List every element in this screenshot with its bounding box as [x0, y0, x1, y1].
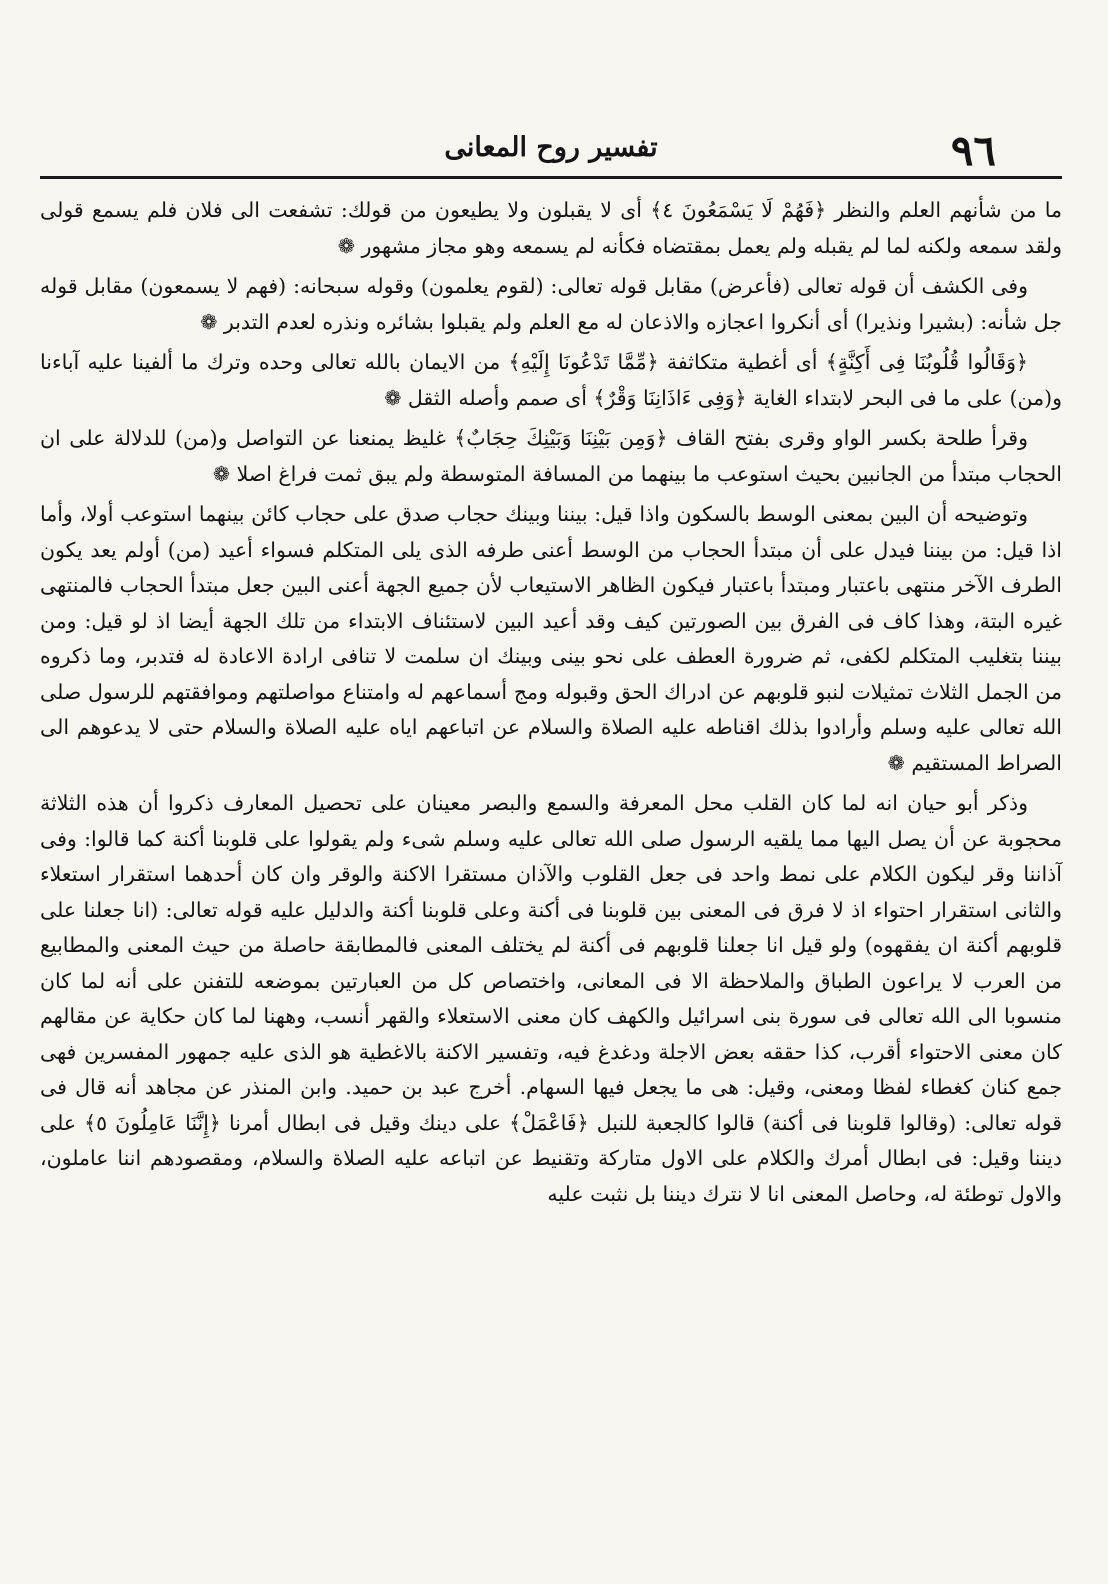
paragraph: ﴿وَقَالُوا قُلُوبُنَا فِى أَكِنَّةٍ﴾ أى أغطية متكاثفة ﴿مِّمَّا تَدْعُونَا إِلَيْهِ﴾ من الايمان بالله تعالى وحده وترك ما ألفينا عليه آباءنا و(من) على ما فى البحر لابتداء الغاية ﴿وَفِى ءَاذَانِنَا وَقْرٌ﴾ أى صمم وأصله الثقل ❁	[40, 350, 1062, 410]
page-header	[40, 118, 1062, 179]
running-title: تفسير روح المعانى	[444, 132, 658, 163]
paragraph: وفى الكشف أن قوله تعالى (فأعرض) مقابل قوله تعالى: (لقوم يعلمون) وقوله سبحانه: (فهم لا يسمعون) مقابل قوله جل شأنه: (بشيرا ونذيرا) أى أنكروا اعجازه والاذعان له مع العلم ولم يقبلوا بشائره ونذره لعدم التدبر ❁	[40, 274, 1062, 334]
page-number: ٩٦	[950, 126, 996, 175]
paragraph: ما من شأنهم العلم والنظر ﴿فَهُمْ لَا يَسْمَعُونَ ٤﴾ أى لا يقبلون ولا يطيعون من قولك: تشفعت الى فلان فلم يسمع قولى ولقد سمعه ولكنه لما لم يقبله ولم يعمل بمقتضاه فكأنه لم يسمعه وهو مجاز مشهور ❁	[40, 198, 1062, 258]
page-body	[40, 179, 1062, 1212]
paragraph: وتوضيحه أن البين بمعنى الوسط بالسكون واذا قيل: بيننا وبينك حجاب صدق على حجاب كائن بينهما استوعب أولا، وأما اذا قيل: من بيننا فيدل على أن مبتدأ الحجاب من الوسط أعنى طرفه الذى يلى المتكلم فسواء أعيد (من) أولم يعد يكون الطرف الآخر منتهى باعتبار ومبتدأ باعتبار فيكون الظاهر الاستيعاب لأن جميع الجهة أعنى البين جعل مبتدأ الحجاب فالمنتهى غيره البتة، وهذا كاف فى الفرق بين الصورتين كيف وقد أعيد البين لاستئناف الابتداء من تلك الجهة أيضا اذ لو قيل: ومن بيننا بتغليب المتكلم لكفى، ثم ضرورة العطف على نحو بينى وبينك ان سلمت لا تنافى ارادة الاعادة له فتدبر، وما ذكروه من الجمل الثلاث تمثيلات لنبو قلوبهم عن ادراك الحق وقبوله ومج أسماعهم له وامتناع مواصلتهم وموافقتهم للرسول صلى الله تعالى عليه وسلم وأرادوا بذلك اقناطه عليه الصلاة والسلام عن اتباعهم اياه عليه الصلاة والسلام حتى لا يدعوهم الى الصراط المستقيم ❁	[40, 502, 1062, 775]
paragraph: وقرأ طلحة بكسر الواو وقرى بفتح القاف ﴿وَمِن بَيْنِنَا وَبَيْنِكَ حِجَابٌ﴾ غليظ يمنعنا عن التواصل و(من) للدلالة على ان الحجاب مبتدأ من الجانبين بحيث استوعب ما بينهما من المسافة المتوسطة ولم يبق ثمت فراغ اصلا ❁	[40, 426, 1062, 486]
paragraph: وذكر أبو حيان انه لما كان القلب محل المعرفة والسمع والبصر معينان على تحصيل المعارف ذكروا أن هذه الثلاثة محجوبة عن أن يصل اليها مما يلقيه الرسول صلى الله تعالى عليه وسلم شىء ولم يقولوا على قلوبنا أكنة كما قالوا: وفى آذاننا وقر ليكون الكلام على نمط واحد فى جعل القلوب والآذان مستقرا الاكنة والوقر وان كان أحدهما استقرار استعلاء والثانى استقرار احتواء اذ لا فرق فى المعنى بين قلوبنا فى أكنة وعلى قلوبنا أكنة والدليل عليه قوله تعالى: (انا جعلنا على قلوبهم أكنة ان يفقهوه) ولو قيل انا جعلنا قلوبهم فى أكنة لم يختلف المعنى فالمطابقة حاصلة من حيث المعنى والمطابيع من العرب لا يراعون الطباق والملاحظة الا فى المعانى، واختصاص كل من العبارتين بموضعه للتفنن على أنه لما كان منسوبا الى الله تعالى فى سورة بنى اسرائيل والكهف كان معنى الاستعلاء والقهر أنسب، وههنا لما كان حكاية عن مقالهم كان معنى الاحتواء أقرب، كذا حققه بعض الاجلة ودغدغ فيه، وتفسير الاكنة بالاغطية هو الذى عليه جمهور المفسرين فهى جمع كنان كغطاء لفظا ومعنى، وقيل: هى ما يجعل فيها السهام. أخرج عبد بن حميد. وابن المنذر عن مجاهد أنه قال فى قوله تعالى: (وقالوا قلوبنا فى أكنة) قالوا كالجعبة للنبل ﴿فَاعْمَلْ﴾ على دينك وقيل فى ابطال أمرنا ﴿إِنَّنَا عَامِلُونَ ٥﴾ على ديننا وقيل: فى ابطال أمرك والكلام على الاول متاركة وتقنيط عن اتباعه عليه الصلاة والسلام، ومقصودهم اننا عاملون، والاول توطئة له، وحاصل المعنى انا لا نترك ديننا بل نثبت عليه	[40, 791, 1062, 1206]
